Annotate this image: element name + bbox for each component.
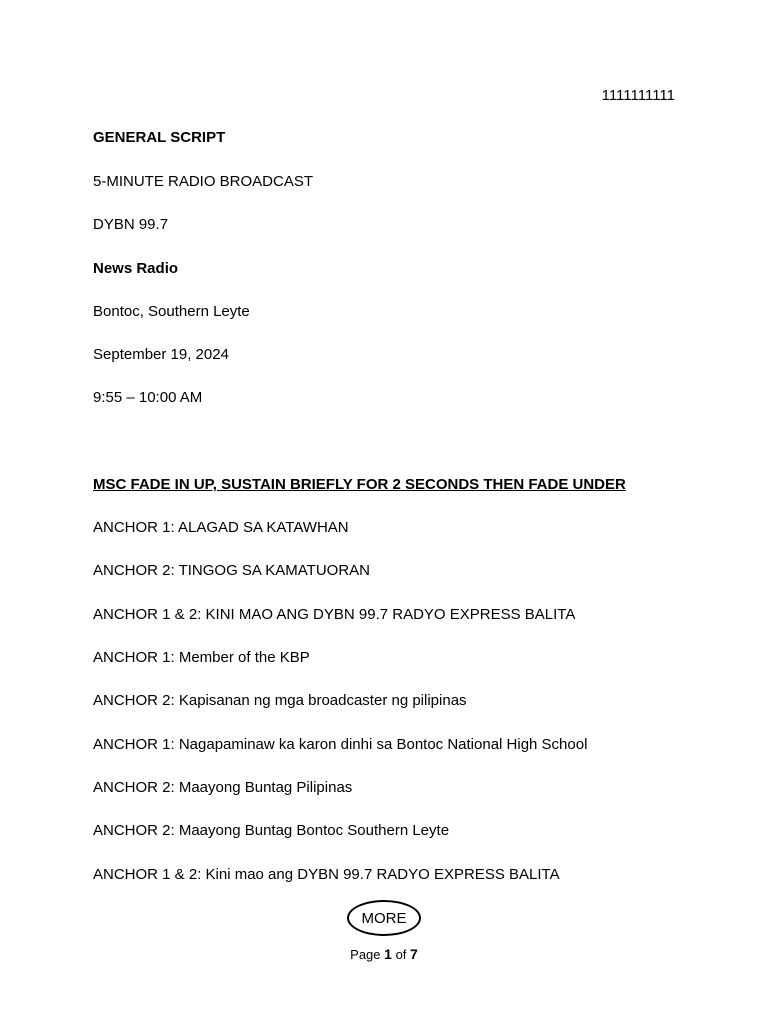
document-number: 1111111111 <box>601 87 675 104</box>
total-pages: 7 <box>410 946 418 962</box>
page-word: Page <box>350 947 381 962</box>
music-cue: MSC FADE IN UP, SUSTAIN BRIEFLY FOR 2 SECONDS THEN FADE UNDER <box>93 476 626 493</box>
script-line: ANCHOR 1 & 2: KINI MAO ANG DYBN 99.7 RADYO EXPRESS BALITA <box>93 606 576 623</box>
script-line: ANCHOR 2: Maayong Buntag Bontoc Southern Leyte <box>93 822 450 839</box>
more-marker <box>347 900 421 936</box>
script-line: ANCHOR 1 & 2: Kini mao ang DYBN 99.7 RADYO EXPRESS BALITA <box>93 866 560 883</box>
broadcast-date: September 19, 2024 <box>93 346 229 363</box>
broadcast-time: 9:55 – 10:00 AM <box>93 389 203 406</box>
script-line: ANCHOR 1: Nagapaminaw ka karon dinhi sa Bontoc National High School <box>93 736 588 753</box>
script-title: GENERAL SCRIPT <box>93 129 226 146</box>
script-line: ANCHOR 1: ALAGAD SA KATAWHAN <box>93 519 349 536</box>
page-indicator <box>0 944 768 965</box>
station-name: DYBN 99.7 <box>93 216 169 233</box>
station-location: Bontoc, Southern Leyte <box>93 303 250 320</box>
more-label: MORE <box>361 909 407 927</box>
current-page: 1 <box>384 946 392 962</box>
of-word: of <box>395 947 407 962</box>
script-line: ANCHOR 2: Maayong Buntag Pilipinas <box>93 779 353 796</box>
script-line: ANCHOR 2: Kapisanan ng mga broadcaster ng pilipinas <box>93 692 467 709</box>
script-line: ANCHOR 2: TINGOG SA KAMATUORAN <box>93 562 370 579</box>
script-line: ANCHOR 1: Member of the KBP <box>93 649 310 666</box>
broadcast-type: 5-MINUTE RADIO BROADCAST <box>93 173 314 190</box>
station-format: News Radio <box>93 260 179 277</box>
